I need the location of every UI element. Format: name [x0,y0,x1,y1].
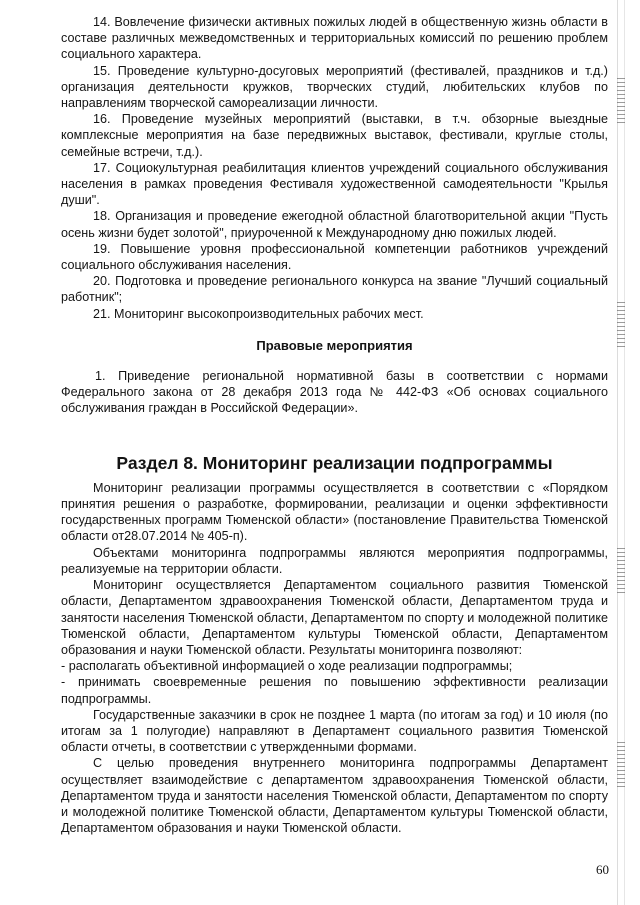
list-item: 20. Подготовка и проведение регионального конкурса на звание "Лучший социальный работник"; [61,274,608,305]
section-paragraph: С целью проведения внутреннего мониторинга подпрограммы Департамент осуществляет взаимодействие с департаментом здравоохранения Тюменской области, Департаментом труда и занятости населения Тюменской области, Департаментом по спорту и молодежной политике Тюменской области, Департаментом культуры Тюменской области, Департаментом образования и науки Тюменской области. [61,756,608,836]
bullet-item: - располагать объективной информацией о ходе реализации подпрограммы; [61,659,513,674]
section-title: Раздел 8. Мониторинг реализации подпрограммы [116,452,553,473]
bullet-item: - принимать своевременные решения по повышению эффективности реализации подпрограммы. [61,675,608,706]
section-paragraph: Государственные заказчики в срок не позднее 1 марта (по итогам за год) и 10 июля (по итогам за 1 полугодие) направляют в Департамент социального развития Тюменской области отчеты, в соответствии с утвержденными формами. [61,707,608,755]
list-item: 16. Проведение музейных мероприятий (выставки, в т.ч. обзорные выездные комплексные мероприятия на базе передвижных выставок, фестивали, круглые столы, семейные встречи, т.д.). [61,112,608,159]
list-item: 14. Вовлечение физически активных пожилых людей в общественную жизнь области в составе различных межведомственных и территориальных комиссий по решению проблем социального характера. [61,15,608,62]
list-item: 17. Социокультурная реабилитация клиентов учреждений социального обслуживания населения в рамках проведения Фестиваля художественной самодеятельности "Крылья души". [61,160,608,208]
list-item: 21. Мониторинг высокопроизводительных рабочих мест. [93,306,424,321]
scan-artifact [617,742,625,790]
legal-measure-item: 1. Приведение региональной нормативной базы в соответствии с нормами Федерального закона от 28 декабря 2013 года № 442-ФЗ «Об основах социального обслуживания граждан в Российской Федерации». [61,369,608,416]
document-body [61,14,608,836]
page-number: 60 [596,862,609,877]
legal-measures-heading: Правовые мероприятия [256,337,413,353]
scan-artifact [617,78,625,126]
section-paragraph: Мониторинг осуществляется Департаментом социального развития Тюменской области, Департаментом здравоохранения Тюменской области, Департаментом труда и занятости населения Тюменской области, Департаментом по спорту и молодежной политике Тюменской области, Департаментом культуры Тюменской области, Департаментом образования и науки Тюменской области. Результаты мониторинга позволяют: [61,578,608,657]
scan-artifact [617,548,625,596]
list-item: 18. Организация и проведение ежегодной областной благотворительной акции "Пусть осень жизни будет золотой", приуроченной к Международному дню пожилых людей. [61,209,608,240]
scan-artifact [617,302,625,350]
section-paragraph: Мониторинг реализации программы осуществляется в соответствии с «Порядком принятия решения о разработке, формировании, реализации и оценки эффективности государственных программ Тюменской области» (постановление Правительства Тюменской области от28.07.2014 № 405-п). [61,480,608,544]
list-item: 19. Повышение уровня профессиональной компетенции работников учреждений социального обслуживания населения. [61,241,608,273]
list-item: 15. Проведение культурно-досуговых мероприятий (фестивалей, праздников и т.д.) организация деятельности кружков, творческих студий, любительских клубов по направлениям творческой самореализации личности. [61,63,608,111]
section-paragraph: Объектами мониторинга подпрограммы являются мероприятия подпрограммы, реализуемые на территории области. [61,545,608,576]
